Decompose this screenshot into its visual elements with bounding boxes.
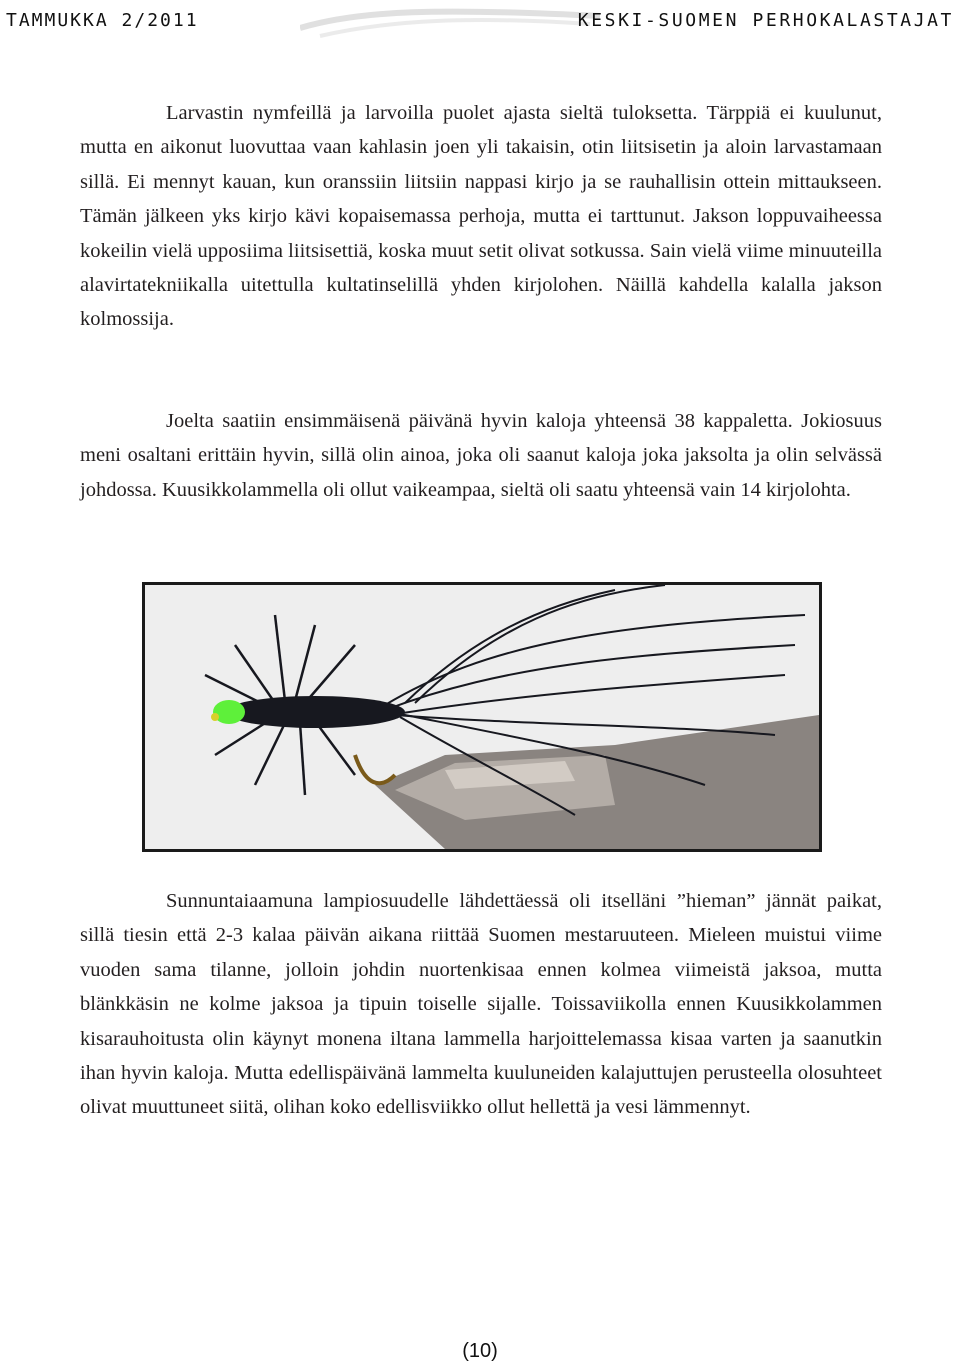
magazine-issue: TAMMUKKA 2/2011 [6,10,199,31]
page-header [0,6,960,36]
fly-illustration [145,585,819,849]
fly-photo [142,582,822,852]
article-paragraph: Joelta saatiin ensimmäisenä päivänä hyvin kaloja yhteensä 38 kappaletta. Jokiosuus meni osaltani erittäin hyvin, sillä olin ainoa, joka oli saanut kaloja joka jaksolta ja olin selvässä johdossa. Kuusikkolammella oli ollut vaikeampaa, sieltä oli saatu yhteensä vain 14 kirjolohta. [80,410,882,501]
page-number: (10) [462,1340,498,1362]
header-swoosh-graphic [300,6,600,42]
article-paragraph: Sunnuntaiaamuna lampiosuudelle lähdettäessä oli itselläni ”hieman” jännät paikat, sillä tiesin että 2-3 kalaa päivän aikana riittää Suomen mestaruuteen. Mieleen muistui viime vuoden sama tilanne, jolloin johdin nuortenkisaa ennen kolmea viimeistä jaksoa, mutta blänkkäsin ne kolme jaksoa ja tipuin toiselle sijalle. Toissaviikolla ennen Kuusikkolammen kisarauhoitusta olin käynyt monena iltana lammella harjoittelemassa kisaa varten ja saanutkin ihan hyvin kaloja. Mutta edellispäivänä lammelta kuuluneiden kalajuttujen perusteella olosuhteet olivat muuttuneet siitä, olihan koko edellisviikko ollut hellettä ja vesi lämmennyt. [80,890,882,1119]
article-paragraph: Larvastin nymfeillä ja larvoilla puolet ajasta sieltä tuloksetta. Tärppiä ei kuulunut, mutta en aikonut luovuttaa vaan kahlasin joen yli takaisin, otin liitsisetin ja aloin larvastamaan sillä. Ei mennyt kauan, kun oranssiin liitsiin nappasi kirjo ja se rauhallisin ottein mittaukseen. Tämän jälkeen yks kirjo kävi kopaisemassa perhoja, mutta ei tarttunut. Jakson loppuvaiheessa kokeilin vielä upposiima liitsisettiä, koska muut setit olivat sotkussa. Sain vielä viime minuuteilla alavirtatekniikalla uitettulla kultatinselillä yhden kirjolohen. Näillä kahdella kalalla jakson kolmossija. [80,102,882,331]
publisher-name: KESKI-SUOMEN PERHOKALASTAJAT [577,10,954,31]
